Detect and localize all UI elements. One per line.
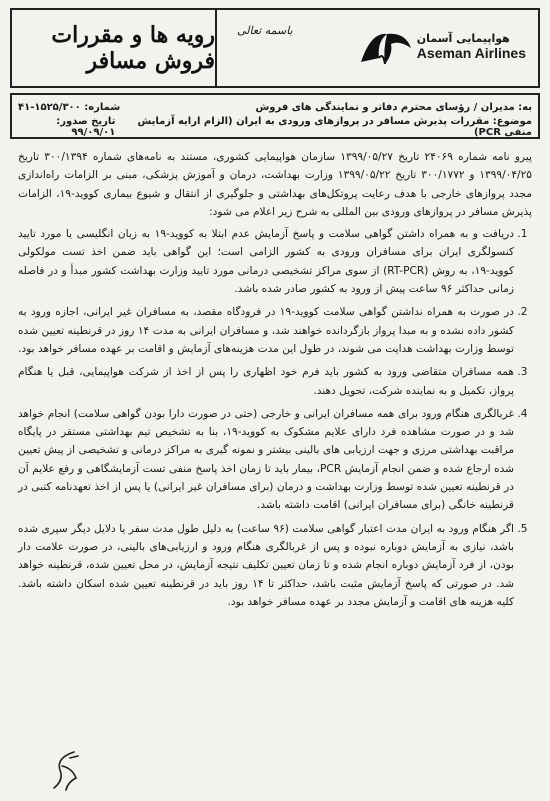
letterhead (10, 8, 540, 88)
list-item: 5. اگر هنگام ورود به ایران مدت اعتبار گواهی سلامت (۹۶ ساعت) به دلیل طول مدت سفر یا دلایل دیگر سپری شده باشد، نیازی به آزمایش دوباره نبوده و پس از غربالگری هنگام ورود و ارزیابی‌های بالینی، در صورت علامت دار بودن، از فرد آزمایش دوباره انجام شده و تا زمان تعیین تکلیف نتیجه آزمایش، در محل تعیین شده، قرنطینه خواهد شد. در صورتی که پاسخ آزمایش مثبت باشد، حداکثر تا ۱۴ روز باید در قرنطینه تعیین شده اسکان داشته باشد. کلیه هزینه های اقامت و آزمایش مجدد بر عهده مسافر خواهد بود. (18, 520, 514, 611)
invocation-text: باسمه تعالی (237, 24, 293, 37)
signature-mark (46, 748, 86, 792)
airline-name-fa: هواپیمایی آسمان (416, 31, 510, 45)
title-box (12, 10, 217, 86)
aseman-bird-icon (357, 28, 413, 68)
airline-name-en: Aseman Airlines (416, 44, 526, 61)
letter-number: شماره: ۱۵۲۵/۳۰۰-۴۱ (18, 101, 121, 113)
list-item: 1. دریافت و به همراه داشتن گواهی سلامت و پاسخ آزمایش عدم ابتلا به کووید-۱۹ به زبان انگلیسی یا مورد تایید کنسولگری ایران برای مسافران ورودی به کشور الزامی است؛ این گواهی باید ضمن اخذ تست مولکولی کووید-۱۹، به روش (RT-PCR) از سوی مراکز تشخیصی درمانی مورد تایید وزارت بهداشت کشور مبدأ و در فاصله زمانی حداکثر ۹۶ ساعت پیش از ورود به کشور صادر شده باشد. (18, 225, 514, 298)
airline-logo (357, 28, 526, 68)
letter-body (18, 148, 532, 616)
addressee: به: مدیران / رؤسای محترم دفاتر و نمایندگی های فروش (255, 101, 532, 113)
list-item: 3. همه مسافران متقاضی ورود به کشور باید فرم خود اظهاری را پس از اخذ از شرکت هواپیمایی، قبل یا هنگام پرواز، تکمیل و به نماینده شرکت، تحویل دهند. (18, 363, 514, 400)
letterhead-right (217, 10, 538, 86)
rules-list (18, 225, 532, 611)
intro-paragraph: پیرو نامه شماره ۲۴۰۶۹ تاریخ ۱۳۹۹/۰۵/۲۷ سازمان هواپیمایی کشوری، مستند به نامه‌های شماره ۳۰۰/۱۳۹۴ تاریخ ۱۳۹۹/۰۴/۲۵ و ۳۰۰/۱۷۷۲ تاریخ ۱۳۹۹/۰۵/۲۲ وزارت بهداشت، درمان و آموزش پزشکی، مبنی بر الزامات راه‌اندازی مجدد پروازهای خارجی با هدف رعایت پروتکل‌های بهداشتی و جلوگیری از انتقال و شیوع بیماری کووید-۱۹، الزامات پذیرش مسافر در پروازهای ورودی بین المللی به شرح زیر اعلام می شود: (18, 151, 532, 218)
memo-header (10, 93, 540, 139)
list-item: 4. غربالگری هنگام ورود برای همه مسافران ایرانی و خارجی (حتی در صورت دارا بودن گواهی سلامت) انجام خواهد شد و در صورت مشاهده فرد دارای علایم مشکوک به کووید-۱۹، بنا به تشخیص تیم بهداشتی مستقر در پایگاه مراقبت بهداشتی مرزی و جهت ارزیابی های بالینی بیشتر و نمونه گیری به مراکز درمانی و تشخیصی از پیش تعیین شده ارجاع شده و ضمن انجام آزمایش PCR، بیمار باید تا زمان اخذ پاسخ منفی تست آزمایشگاهی و رفع علایم آن در قرنطینه تعیین شده توسط وزارت بهداشت و درمان (برای مسافران غیر ایرانی) یا پس از اخذ تعهدنامه کتبی در قرنطینه خانگی (برای مسافران ایرانی) اقامت داشته باشد. (18, 405, 514, 515)
list-item: 2. در صورت به همراه نداشتن گواهی سلامت کووید-۱۹ در فرودگاه مقصد، به مسافران غیر ایرانی، اجازه ورود به کشور داده نشده و به مبدا پرواز بازگردانده خواهند شد، و مسافران ایرانی به مدت ۱۴ روز در قرنطینه تعیین شده توسط وزارت بهداشت هدایت می شوند، در طول این مدت هزینه‌های آزمایش و اقامت بر عهده مسافر خواهد بود. (18, 303, 514, 358)
issue-date: تاریخ صدور: ۹۹/۰۹/۰۱ (56, 116, 116, 138)
document-title: رویه ها و مقررات فروش مسافر (51, 22, 215, 74)
subject-line: موضوع: مقررات پذیرش مسافر در پروازهای ورودی به ایران (الزام ارایه آزمایش منفی PCR) (137, 116, 532, 138)
